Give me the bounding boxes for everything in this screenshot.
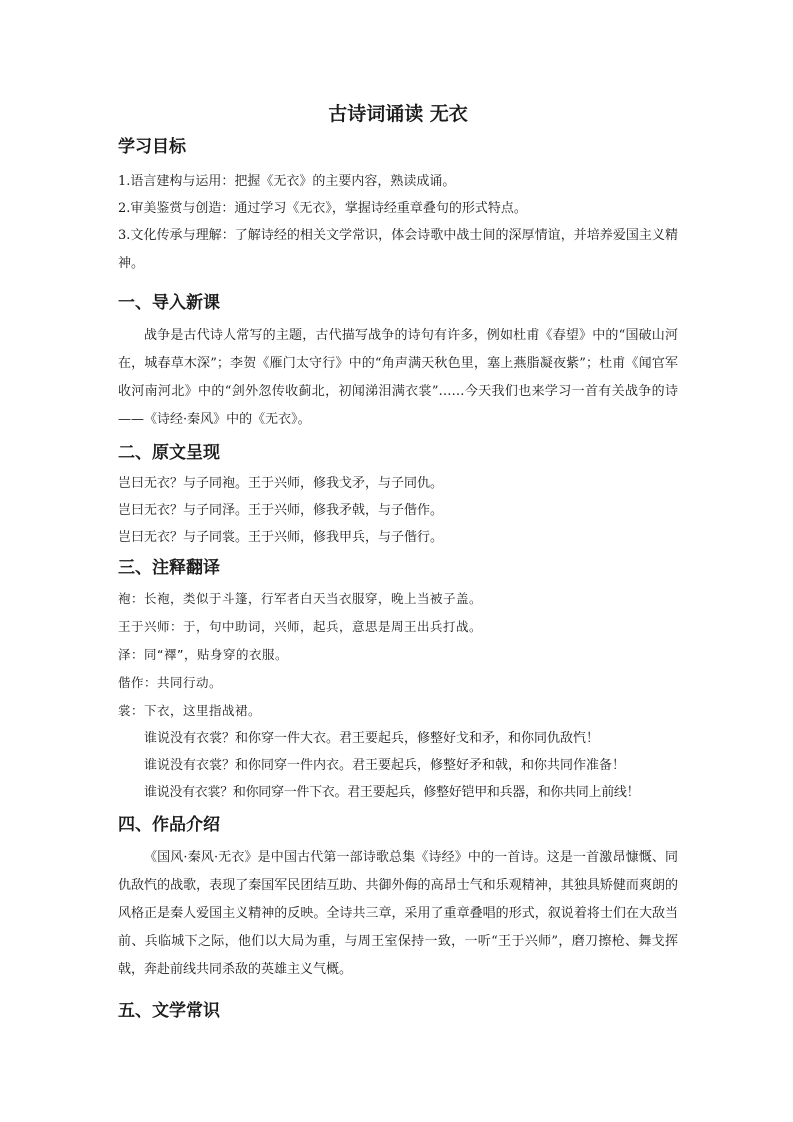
section-heading-goals: 学习目标 xyxy=(118,137,186,157)
section-heading-original: 二、原文呈现 xyxy=(118,443,220,463)
section-goals xyxy=(118,134,678,278)
poem-line: 岂曰无衣？与子同袍。王于兴师，修我戈矛，与子同仇。 xyxy=(118,476,444,491)
page-title: 古诗词诵读 无衣 xyxy=(328,103,468,125)
note-item: 泽：同“襗”，贴身穿的衣服。 xyxy=(118,647,288,662)
section-heading-notes: 三、注释翻译 xyxy=(118,558,220,578)
note-item: 偕作：共同行动。 xyxy=(118,675,223,690)
section-heading-work: 四、作品介绍 xyxy=(118,815,220,835)
section-literature xyxy=(118,998,678,1024)
section-original xyxy=(118,440,678,551)
translation-line: 谁说没有衣裳？和你同穿一件下衣。君王要起兵，修整好铠甲和兵器，和你共同上前线！ xyxy=(144,785,640,800)
goal-item: 2.审美鉴赏与创造：通过学习《无衣》，掌握诗经重章叠句的形式特点。 xyxy=(118,201,527,216)
note-item: 袍：长袍，类似于斗篷，行军者白天当衣服穿，晚上当被子盖。 xyxy=(118,591,483,606)
section-work xyxy=(118,812,678,984)
translation-line: 谁说没有衣裳？和你同穿一件内衣。君王要起兵，修整好矛和戟，和你共同作准备！ xyxy=(144,758,626,773)
document-page xyxy=(118,98,678,1024)
translation-line: 谁说没有衣裳？和你穿一件大衣。君王要起兵，修整好戈和矛，和你同仇敌忾！ xyxy=(144,731,600,746)
work-paragraph: 《国风·秦风·无衣》是中国古代第一部诗歌总集《诗经》中的一首诗。这是一首激昂慷慨、同仇敌忾的战歌，表现了秦国军民团结互助、共御外侮的高昂士气和乐观精神，其独具矫健而爽朗的风格正是秦人爱国主义精神的反映。全诗共三章，采用了重章叠唱的形式，叙说着将士们在大敌当前、兵临城下之际，他们以大局为重，与周王室保持一致，一听“王于兴师”，磨刀擦枪、舞戈挥戟，奔赴前线共同杀敌的英雄主义气概。 xyxy=(118,850,678,977)
section-intro xyxy=(118,290,678,434)
note-item: 裳：下衣，这里指战裙。 xyxy=(118,703,262,718)
section-heading-literature: 五、文学常识 xyxy=(118,1001,220,1021)
goal-item: 1.语言建构与运用：把握《无衣》的主要内容，熟读成诵。 xyxy=(118,174,456,189)
goal-item: 3.文化传承与理解：了解诗经的相关文学常识，体会诗歌中战士间的深厚情谊，并培养爱国主义精神。 xyxy=(118,228,678,271)
poem-line: 岂曰无衣？与子同泽。王于兴师，修我矛戟，与子偕作。 xyxy=(118,503,444,518)
intro-paragraph: 战争是古代诗人常写的主题，古代描写战争的诗句有许多，例如杜甫《春望》中的“国破山河在，城春草木深”；李贺《雁门太守行》中的“角声满天秋色里，塞上燕脂凝夜紫”；杜甫《闻官军收河南河北》中的“剑外忽传收蓟北，初闻涕泪满衣裳”……今天我们也来学习一首有关战争的诗——《诗经·秦风》中的《无衣》。 xyxy=(118,328,678,427)
poem-line: 岂曰无衣？与子同裳。王于兴师，修我甲兵，与子偕行。 xyxy=(118,530,444,545)
section-heading-intro: 一、导入新课 xyxy=(118,293,220,313)
section-notes xyxy=(118,555,678,806)
note-item: 王于兴师：于，句中助词，兴师，起兵，意思是周王出兵打战。 xyxy=(118,619,483,634)
